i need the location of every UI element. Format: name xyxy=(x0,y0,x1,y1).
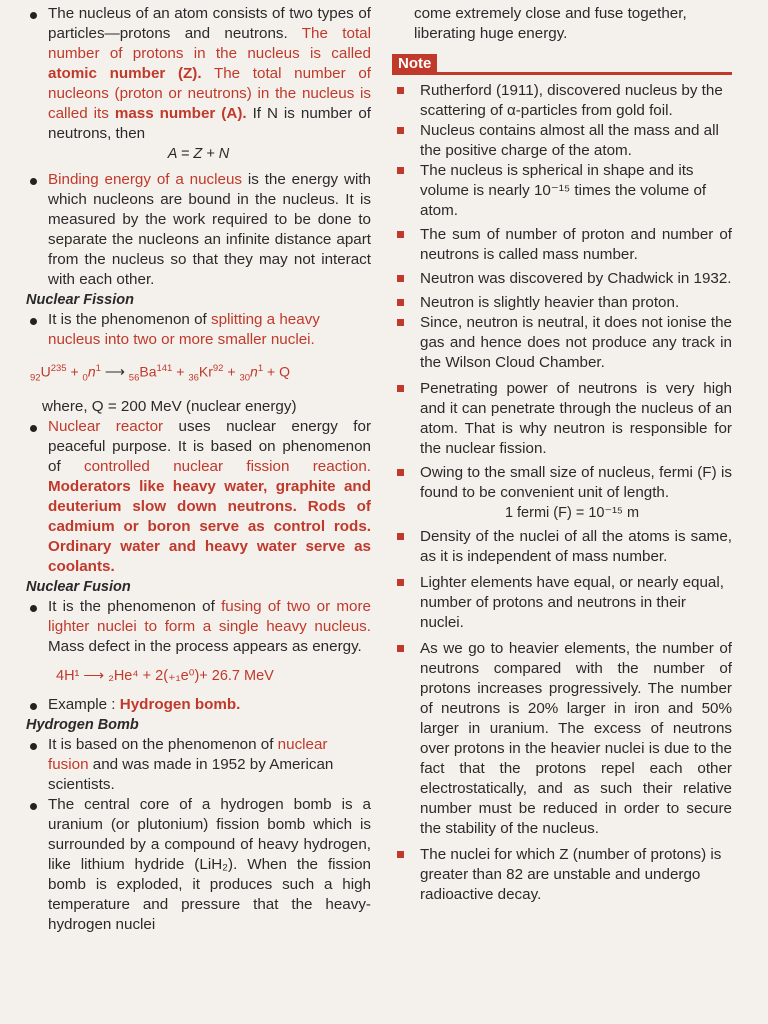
square-bullet-icon xyxy=(397,167,404,174)
square-bullet-icon xyxy=(397,851,404,858)
note-item: Since, neutron is neutral, it does not ionise the gas and hence does not produce any track in the Wilson Cloud Chamber. xyxy=(392,313,732,373)
nuclear-reactor-paragraph: Nuclear reactor uses nuclear energy for peaceful purpose. It is based on phenomenon of controlled nuclear fission reaction. Moderators like heavy water, graphite and deuterium slow down neutrons. Rods of cadmium or boron serve as control rods. Ordinary water and heavy water serve as coolants. xyxy=(26,417,371,577)
square-bullet-icon xyxy=(397,645,404,652)
hbomb-history-paragraph: It is based on the phenomenon of nuclear fusion and was made in 1952 by American scientists. xyxy=(26,735,371,795)
nuclear-fission-heading: Nuclear Fission xyxy=(26,292,134,308)
fermi-equation: 1 fermi (F) = 10⁻¹⁵ m xyxy=(504,505,640,521)
fusion-paragraph: It is the phenomenon of fusing of two or more lighter nuclei to form a single heavy nucleus. Mass defect in the process appears as energy. xyxy=(26,597,371,657)
bullet-icon xyxy=(30,803,37,810)
note-item: The nuclei for which Z (number of protons) is greater than 82 are unstable and undergo radioactive decay. xyxy=(392,845,732,905)
hbomb-core-paragraph: The central core of a hydrogen bomb is a uranium (or plutonium) fission bomb which is surrounded by a compound of heavy hydrogen, like lithium hydride (LiH₂). When the fission bomb is exploded, it produces such a high temperature and pressure that the heavy-hydrogen nuclei xyxy=(26,795,371,935)
square-bullet-icon xyxy=(397,319,404,326)
binding-energy-paragraph: Binding energy of a nucleus is the energy with which nucleons are bound in the nucleus. It is measured by the work required to be done to separate the nucleons an infinite distance apart from the nucleus so that they may not interact with each other. xyxy=(26,170,371,290)
bullet-icon xyxy=(30,743,37,750)
square-bullet-icon xyxy=(397,87,404,94)
note-item: Neutron is slightly heavier than proton. xyxy=(392,293,732,313)
note-item: Penetrating power of neutrons is very high and it can penetrate through the nucleus of an atom. That is why neutron is responsible for the nuclear fission. xyxy=(392,379,732,459)
mass-number-equation: A = Z + N xyxy=(167,146,230,162)
bullet-icon xyxy=(30,605,37,612)
square-bullet-icon xyxy=(397,299,404,306)
square-bullet-icon xyxy=(397,127,404,134)
fusion-equation: 4H¹ ⟶ ₂He⁴ + 2(₊₁e⁰)+ 26.7 MeV xyxy=(56,668,274,685)
bullet-icon xyxy=(30,12,37,19)
note-header xyxy=(392,50,732,75)
note-item: Nucleus contains almost all the mass and all the positive charge of the atom. xyxy=(392,121,732,161)
note-item: Density of the nuclei of all the atoms is same, as it is independent of mass number. xyxy=(392,527,732,567)
square-bullet-icon xyxy=(397,533,404,540)
bullet-icon xyxy=(30,703,37,710)
note-item: Neutron was discovered by Chadwick in 1932. xyxy=(392,269,732,289)
continuation-text: come extremely close and fuse together, liberating huge energy. xyxy=(414,5,687,42)
note-item: The nucleus is spherical in shape and its volume is nearly 10⁻¹⁵ times the volume of atom. xyxy=(392,161,732,221)
note-item: Rutherford (1911), discovered nucleus by the scattering of α-particles from gold foil. xyxy=(392,81,732,121)
note-item: As we go to heavier elements, the number of neutrons compared with the number of protons increases progressively. The number of neutrons is 20% larger in iron and 50% larger in uranium. The excess of neutrons over protons in the heavier nuclei is due to the fact that the protons repel each other electrostatically, and as such their relative number must be reduced in order to secure the stability of the nucleus. xyxy=(392,639,732,839)
square-bullet-icon xyxy=(397,579,404,586)
bullet-icon xyxy=(30,178,37,185)
note-label: Note xyxy=(392,54,437,75)
where-q-line: where, Q = 200 MeV (nuclear energy) xyxy=(42,398,297,416)
square-bullet-icon xyxy=(397,469,404,476)
fission-paragraph: It is the phenomenon of splitting a heavy nucleus into two or more smaller nuclei. xyxy=(26,310,371,350)
note-item: Lighter elements have equal, or nearly equal, number of protons and neutrons in their nuclei. xyxy=(392,573,732,633)
fission-equation: $_{92}U^{235} + _0n^1$ ⟶ $_{56}Ba^{141} + _{36}Kr^{92} + _{30}n^1 + Q$ xyxy=(30,363,290,384)
note-item: The sum of number of proton and number of neutrons is called mass number. xyxy=(392,225,732,265)
nucleus-paragraph: The nucleus of an atom consists of two types of particles—protons and neutrons. The total number of protons in the nucleus is called atomic number (Z). The total number of nucleons (proton or neutrons) in the nucleus is called its mass number (A). If N is number of neutrons, then xyxy=(26,4,371,144)
bullet-icon xyxy=(30,318,37,325)
hydrogen-bomb-heading: Hydrogen Bomb xyxy=(26,717,139,734)
left-column xyxy=(26,0,371,935)
nuclear-fusion-heading: Nuclear Fusion xyxy=(26,579,131,596)
note-item: Owing to the small size of nucleus, fermi (F) is found to be convenient unit of length. xyxy=(392,463,732,503)
square-bullet-icon xyxy=(397,385,404,392)
example-line: Example : Hydrogen bomb. xyxy=(26,695,371,715)
square-bullet-icon xyxy=(397,275,404,282)
square-bullet-icon xyxy=(397,231,404,238)
right-column xyxy=(392,0,732,905)
bullet-icon xyxy=(30,425,37,432)
